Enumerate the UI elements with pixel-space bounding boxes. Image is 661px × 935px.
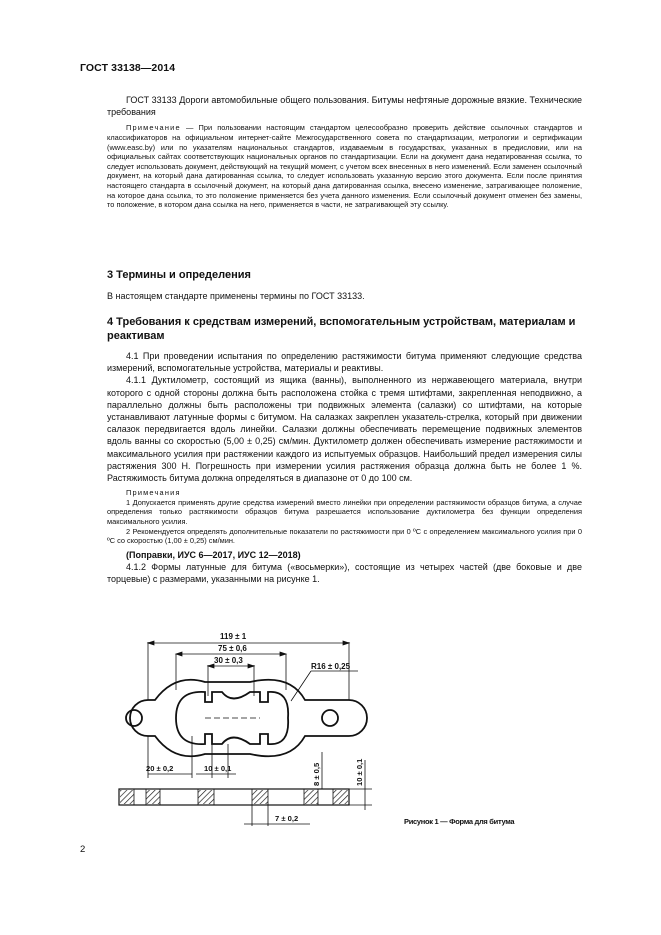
dim-label-neck-width: 10 ± 0,1 [204, 764, 232, 773]
dim-label-neck-length: 30 ± 0,3 [214, 656, 243, 665]
paragraph-4-1-2: 4.1.2 Формы латунные для битума («восьмерки»), состоящие из четырех частей (две боковые и две торцевые) с размерами, указанными на рисунке 1. [107, 562, 582, 585]
section-4-title: 4 Требования к средствам измерений, вспомогательным устройствам, материалам и реактивам [107, 316, 576, 342]
dim-label-thickness: 10 ± 0,1 [355, 758, 364, 786]
mold-top-view [126, 680, 367, 757]
reference-gost-33133: ГОСТ 33133 Дороги автомобильные общего пользования. Битумы нефтяные дорожные вязкие. Технические требования [107, 95, 582, 118]
figure-1-drawing [110, 628, 400, 838]
note-text: — При пользовании настоящим стандартом целесообразно проверить действие ссылочных стандартов и классификаторов на официальном интернет-сайте Межгосударственного совета по стандартизации, метрологии и сертификации (www.easc.by) или по указателям национальных стандартов, издаваемым в государствах, указанных в предисловии, или на официальных сайтах соответствующих национальных органов по стандартизации. Если на документ дана недатированная ссылка, то следует использовать документ, действующий на текущий момент, с учетом всех внесенных в него изменений. Если заменен ссылочный документ, на который дана датированная ссылка, то следует использовать указанную версию этого документа. Если после принятия настоящего стандарта в ссылочный документ, на который дана датированная ссылка, внесено изменение, затрагивающее положение, на которое дана ссылка, то это положение применяется без учета данного изменения. Если ссылочный документ отменен без замены, то положение, в котором дана ссылка на него, применяется в части, не затрагивающей эту ссылку. [107, 123, 582, 210]
dim-label-width-left: 20 ± 0,2 [146, 764, 174, 773]
amendments: (Поправки, ИУС 6—2017, ИУС 12—2018) [126, 549, 301, 560]
figure-1-caption: Рисунок 1 — Форма для битума [404, 817, 515, 826]
references-block [107, 94, 582, 210]
note-label: Примечание [126, 123, 181, 133]
paragraph-4-1: 4.1 При проведении испытания по определению растяжимости битума применяют следующие средства измерений, вспомогательные устройства, материалы и реактивы. [107, 351, 582, 374]
dim-label-radius: R16 ± 0,25 [311, 662, 351, 671]
section-3-title: 3 Термины и определения [107, 269, 251, 281]
note-1: 1 Допускается применять другие средства измерений вместо линейки при определении растяжимости образцов битума, а случае определения только растяжимости образцов битума разрешается использование дуктилометра без функции определения максимального усилия. [107, 497, 582, 527]
dim-label-depth: 8 ± 0,5 [312, 762, 321, 786]
section-3-body [107, 290, 582, 302]
mold-cross-section [119, 789, 349, 805]
section-4-body [107, 350, 582, 585]
notes-label: Примечания [126, 488, 181, 498]
dim-label-inner-length: 75 ± 0,6 [218, 644, 247, 653]
page-number: 2 [80, 844, 86, 855]
dim-label-total-length: 119 ± 1 [220, 632, 247, 641]
dim-label-side-width: 7 ± 0,2 [275, 814, 299, 823]
note-2: 2 Рекомендуется определять дополнительные показатели по растяжимости при 0 ºС с определением максимального усилия при 0 ºС со скоростью (1,00 ± 0,25) см/мин. [107, 526, 582, 546]
paragraph-4-1-1: 4.1.1 Дуктилометр, состоящий из ящика (ванны), выполненного из нержавеющего материала, внутри которого с одной стороны должна быть расположена стойка с тремя штифтами, закрепленная неподвижно, а параллельно должны быть расположены три подвижных элемента (салазки) со штифтами, на которые устанавливают латунные формы с битумом. На салазках закреплен указатель-стрелка, который при движении салазок передвигается вдоль линейки. Салазки должны обеспечивать перемещение подвижных элементов вдоль ванны со скоростью (5,00 ± 0,25) см/мин. Дуктилометр должен обеспечивать измерение растяжимости и максимального усилия при растяжении каждого из испытуемых образцов. Наибольший предел измерения силы растяжения 300 Н. Погрешность при измерении усилия растяжения образца должна быть не более 1 %. Растяжимость битума должна определяться в диапазоне от 0 до 100 см. [107, 375, 582, 484]
standard-header: ГОСТ 33138—2014 [80, 62, 176, 74]
section-3-text: В настоящем стандарте применены термины по ГОСТ 33133. [107, 291, 365, 301]
references-note [107, 123, 582, 209]
radius-leader [291, 671, 358, 701]
